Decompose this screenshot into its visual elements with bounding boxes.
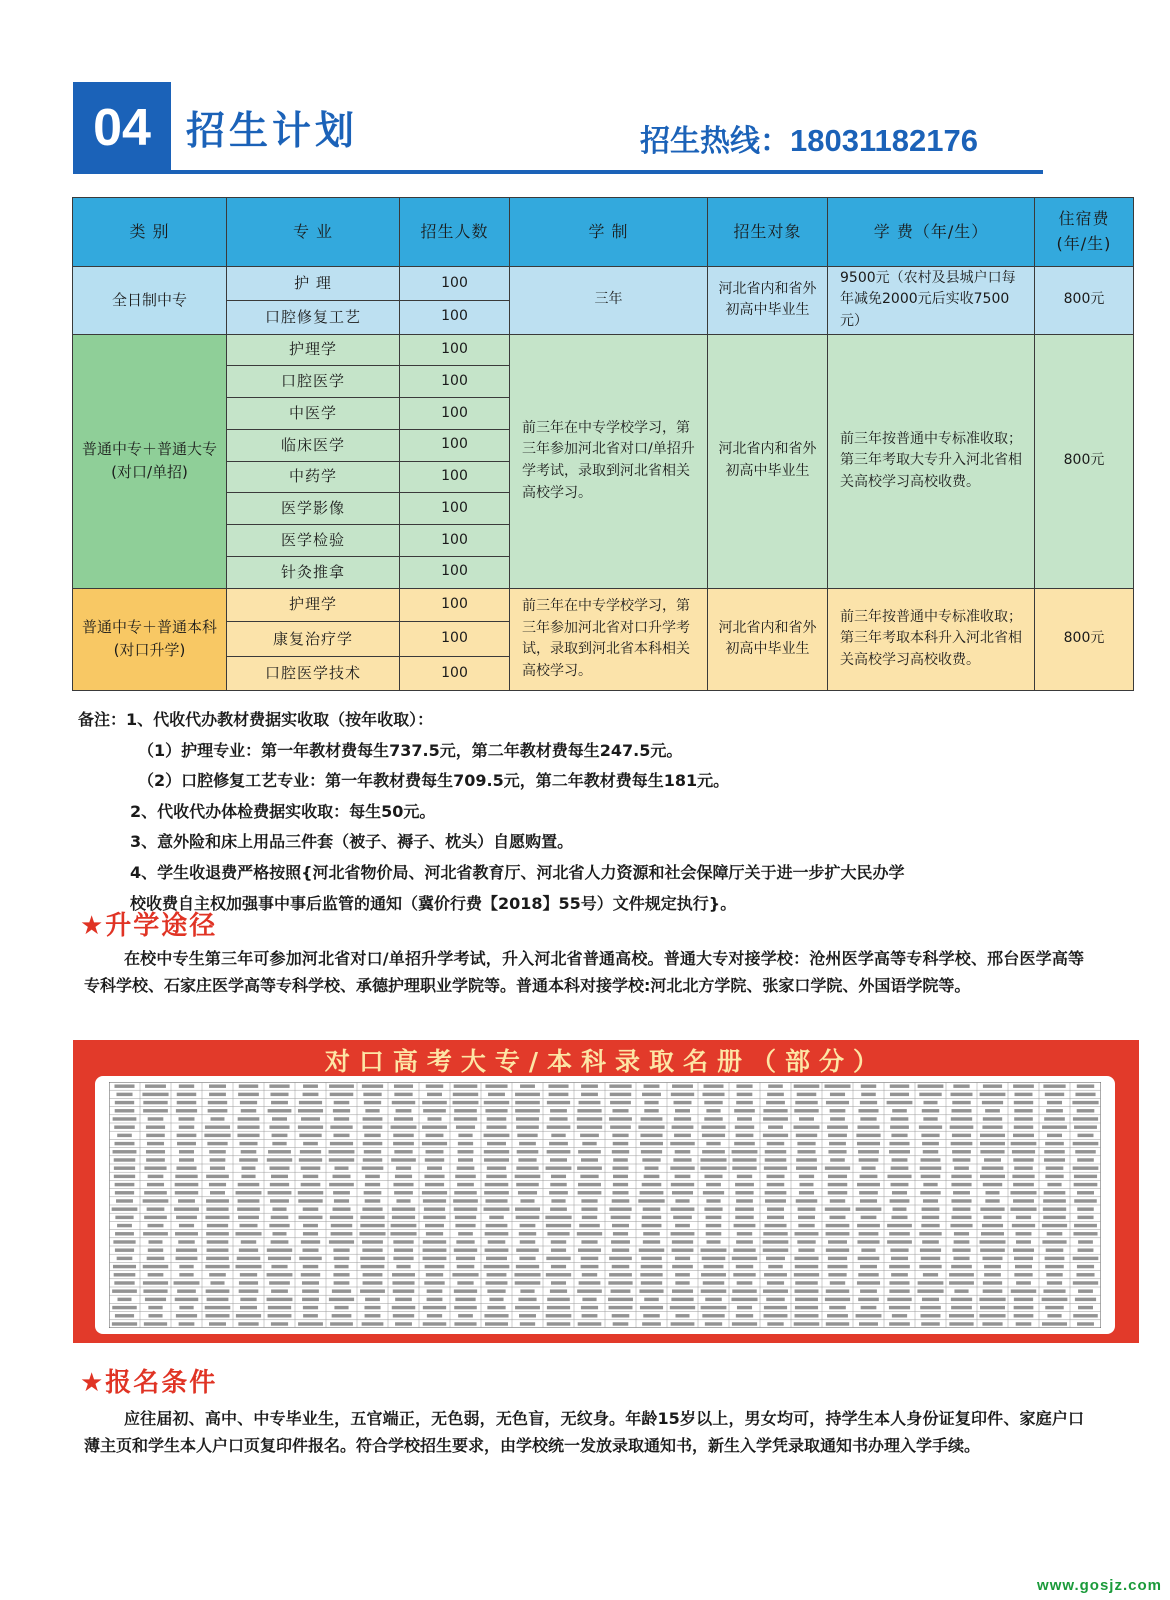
count-cell: 100: [400, 588, 510, 622]
count-cell: 100: [400, 622, 510, 657]
roster-title: 对口高考大专/本科录取名册（部分）: [324, 1047, 888, 1076]
header-dorm: [1035, 198, 1134, 267]
count-cell: 100: [400, 493, 510, 525]
count-cell: 100: [400, 267, 510, 301]
watermark: www.gosjz.com: [1037, 1577, 1162, 1594]
major-cell: 护 理: [227, 267, 400, 301]
tuition-cell: 前三年按普通中专标准收取；第三年考取本科升入河北省相关高校学习高校收费。: [828, 588, 1035, 691]
target-cell: 河北省内和省外初高中毕业生: [708, 334, 828, 588]
count-cell: 100: [400, 398, 510, 430]
major-cell: 医学影像: [227, 493, 400, 525]
table-row: [73, 588, 1134, 622]
hotline: [640, 116, 978, 160]
header-dorm-line1: 住宿费: [1058, 209, 1110, 229]
roster-table-graphic: [109, 1082, 1101, 1328]
header-tuition: 学 费（年/生）: [828, 198, 1035, 267]
roster-image: [95, 1076, 1115, 1334]
count-cell: 100: [400, 525, 510, 557]
page-title: 招生计划: [186, 109, 359, 154]
note-line: 校收费自主权加强事中事后监管的通知（冀价行费【2018】55号）文件规定执行}。: [130, 893, 737, 913]
note-line: （2）口腔修复工艺专业：第一年教材费每生709.5元，第二年教材费每生181元。: [138, 771, 730, 791]
duration-cell: 三年: [510, 267, 708, 335]
major-cell: 护理学: [227, 588, 400, 622]
notes-block: [78, 705, 1138, 919]
category-line1: 普通中专＋普通本科: [81, 618, 217, 636]
hotline-number: 18031182176: [790, 123, 978, 158]
major-cell: 口腔医学技术: [227, 657, 400, 691]
category-line2: (对口/单招): [111, 463, 188, 482]
major-cell: 护理学: [227, 334, 400, 366]
table-header-row: [73, 198, 1134, 267]
category-cell: [73, 334, 227, 588]
count-cell: 100: [400, 461, 510, 493]
enrollment-plan-table: [72, 197, 1134, 691]
major-cell: 口腔修复工艺: [227, 300, 400, 334]
signup-paragraph: 应往届初、高中、中专毕业生，五官端正，无色弱，无色盲，无纹身。年龄15岁以上，男女均可，持学生本人身份证复印件、家庭户口薄主页和学生本人户口页复印件报名。符合学校招生要求，由学校统一发放录取通知书，新生入学凭录取通知书办理入学手续。: [84, 1409, 1084, 1455]
duration-cell: 前三年在中专学校学习，第三年参加河北省对口/单招升学考试，录取到河北省相关高校学习。: [510, 334, 708, 588]
dorm-cell: 800元: [1035, 588, 1134, 691]
major-cell: 针灸推拿: [227, 556, 400, 588]
count-cell: 100: [400, 300, 510, 334]
count-cell: 100: [400, 429, 510, 461]
header-category: 类 别: [73, 198, 227, 267]
pathway-paragraph: 在校中专生第三年可参加河北省对口/单招升学考试，升入河北省普通高校。普通大专对接学校：沧州医学高等专科学校、邢台医学高等专科学校、石家庄医学高等专科学校、承德护理职业学院等。普通本科对接学校:河北北方学院、张家口学院、外国语学院等。: [84, 949, 1084, 995]
note-line: 备注：1、代收代办教材费据实收取（按年收取）：: [78, 710, 434, 729]
major-cell: 中医学: [227, 398, 400, 430]
note-line: 3、意外险和床上用品三件套（被子、褥子、枕头）自愿购置。: [130, 832, 574, 852]
header-major: 专 业: [227, 198, 400, 267]
major-cell: 临床医学: [227, 429, 400, 461]
dorm-cell: 800元: [1035, 334, 1134, 588]
category-line2: (对口升学): [113, 641, 186, 660]
pathway-heading: ★升学途径: [80, 911, 218, 941]
tuition-cell: 9500元（农村及县城户口每年减免2000元后实收7500元）: [828, 267, 1035, 335]
table-row: [73, 267, 1134, 301]
major-cell: 医学检验: [227, 525, 400, 557]
category-cell: [73, 588, 227, 691]
header-divider: [73, 170, 1043, 174]
note-line: （1）护理专业：第一年教材费每生737.5元，第二年教材费每生247.5元。: [138, 740, 683, 760]
table-row: [73, 334, 1134, 366]
count-cell: 100: [400, 657, 510, 691]
hotline-label: 招生热线：: [640, 124, 790, 159]
header-target: 招生对象: [708, 198, 828, 267]
count-cell: 100: [400, 366, 510, 398]
header-dorm-line2: (年/生): [1056, 234, 1112, 253]
major-cell: 口腔医学: [227, 366, 400, 398]
header-duration: 学 制: [510, 198, 708, 267]
category-line1: 普通中专＋普通大专: [81, 439, 217, 458]
note-line: 4、学生收退费严格按照{河北省物价局、河北省教育厅、河北省人力资源和社会保障厅关于进一步扩大民办学: [130, 862, 905, 882]
count-cell: 100: [400, 334, 510, 366]
major-cell: 康复治疗学: [227, 622, 400, 657]
header-count: 招生人数: [400, 198, 510, 267]
dorm-cell: 800元: [1035, 267, 1134, 335]
category-cell: 全日制中专: [73, 267, 227, 335]
note-line: 2、代收代办体检费据实收取：每生50元。: [130, 801, 436, 821]
tuition-cell: 前三年按普通中专标准收取；第三年考取大专升入河北省相关高校学习高校收费。: [828, 334, 1035, 588]
major-cell: 中药学: [227, 461, 400, 493]
target-cell: 河北省内和省外初高中毕业生: [708, 588, 828, 691]
count-cell: 100: [400, 556, 510, 588]
duration-cell: 前三年在中专学校学习，第三年参加河北省对口升学考试，录取到河北省本科相关高校学习。: [510, 588, 708, 691]
signup-heading: ★报名条件: [80, 1368, 218, 1398]
section-number-badge: 04: [73, 82, 171, 174]
admission-roster-banner: [73, 1040, 1139, 1343]
target-cell: 河北省内和省外初高中毕业生: [708, 267, 828, 335]
